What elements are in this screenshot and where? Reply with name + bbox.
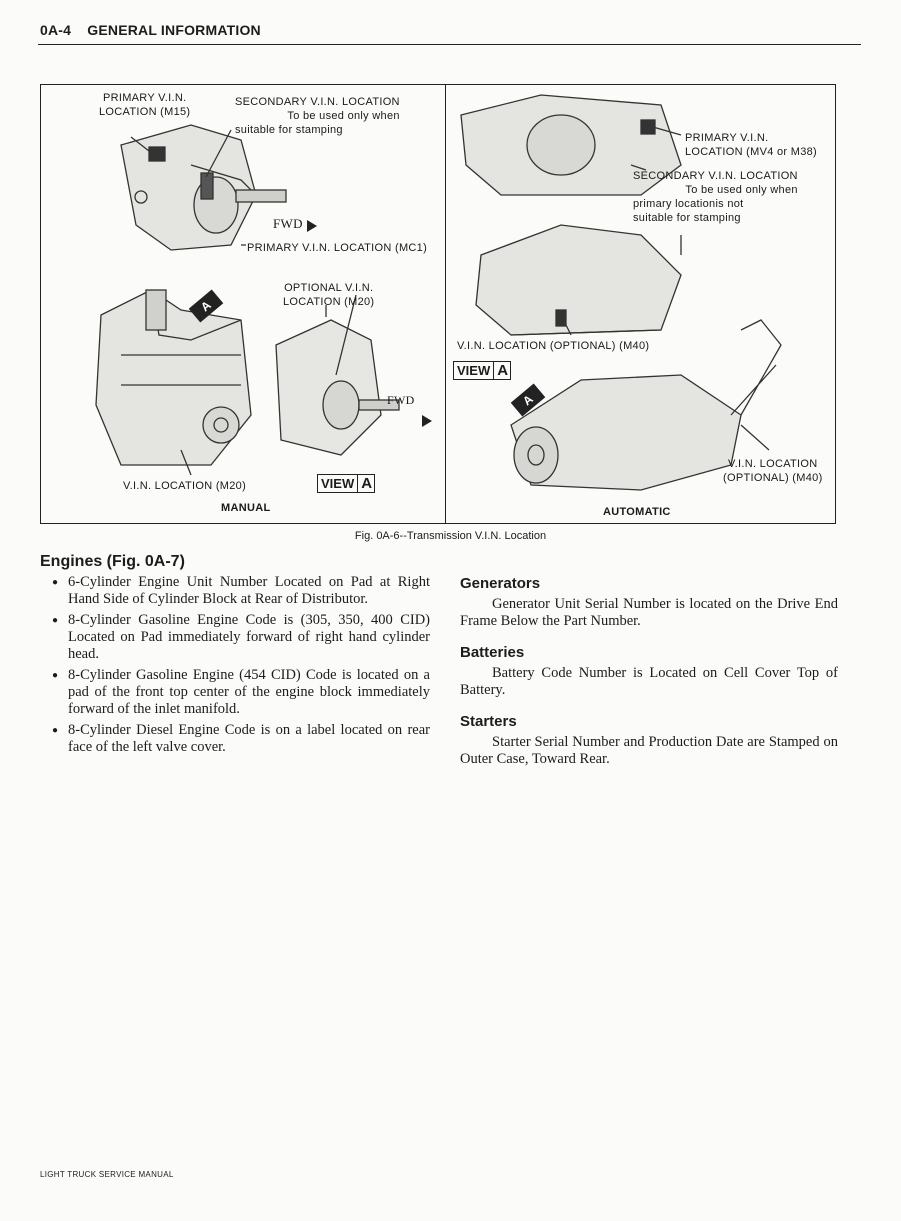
generators-heading: Generators [460,575,541,592]
label-fwd: FWD [273,216,303,231]
automatic-panel-label: AUTOMATIC [603,506,671,518]
label-auto-secondary-vin: SECONDARY V.I.N. LOCATION To be used only when primary locationis not suitable for stamping [633,170,798,224]
manual-detail-a-marker: A [189,289,224,322]
list-item: ● 8-Cylinder Gasoline Engine Code is (305, 350, 400 CID) Located on Pad immediately forward of right hand cylinder head. [40,612,430,663]
section-title: GENERAL INFORMATION [87,22,261,38]
engines-list [40,574,430,756]
label-primary-vin-mc1: PRIMARY V.I.N. LOCATION (MC1) [247,242,428,254]
page-number: 0A-4 [40,22,72,38]
page-footer: LIGHT TRUCK SERVICE MANUAL [40,1170,174,1179]
engines-section [40,553,430,760]
label-auto-primary-vin: PRIMARY V.I.N. LOCATION (MV4 or M38) [685,132,818,158]
engines-heading: Engines (Fig. 0A-7) [40,553,185,570]
page-header [40,22,261,38]
label-auto-optional-vin-m40: V.I.N. LOCATION (OPTIONAL) (M40) [457,340,650,352]
right-column [460,575,838,782]
label-vin-location-m20: V.I.N. LOCATION (M20) [123,480,247,492]
auto-detail-a-marker: A [511,383,546,416]
auto-view-a-label: VIEW A [453,361,511,380]
batteries-heading: Batteries [460,644,525,661]
manual-transmission-upper-drawing [121,125,256,250]
list-item: ● 8-Cylinder Diesel Engine Code is on a label located on rear face of the left valve cover. [40,722,430,756]
label-manual-secondary-vin: SECONDARY V.I.N. LOCATION To be used only when suitable for stamping [235,96,400,136]
manual-panel-label: MANUAL [221,502,271,514]
starters-text: Starter Serial Number and Production Date are Stamped on Outer Case, Toward Rear. [460,734,838,767]
automatic-transmission-middle-drawing [476,225,681,335]
label-auto-vin-location-optional: V.I.N. LOCATION (OPTIONAL) (M40) [723,458,823,484]
generators-text: Generator Unit Serial Number is located on the Drive End Frame Below the Part Number. [460,596,838,629]
transmission-vin-figure [40,84,836,524]
label-optional-vin-m20: OPTIONAL V.I.N. LOCATION (M20) [283,282,375,308]
label-fwd-2: FWD [387,393,415,407]
figure-caption: Fig. 0A-6--Transmission V.I.N. Location [354,530,547,542]
label-primary-vin-m15: PRIMARY V.I.N. LOCATION (M15) [99,92,191,118]
starters-heading: Starters [460,713,517,730]
list-item: ● 8-Cylinder Gasoline Engine (454 CID) Code is located on a pad of the front top center of the engine block immediately forward of the inlet manifold. [40,667,430,718]
batteries-text: Battery Code Number is Located on Cell Cover Top of Battery. [460,665,838,698]
manual-view-a-label: VIEW A [317,474,375,493]
header-rule [38,44,861,45]
list-item: ● 6-Cylinder Engine Unit Number Located on Pad at Right Hand Side of Cylinder Block at Rear of Distributor. [40,574,430,608]
